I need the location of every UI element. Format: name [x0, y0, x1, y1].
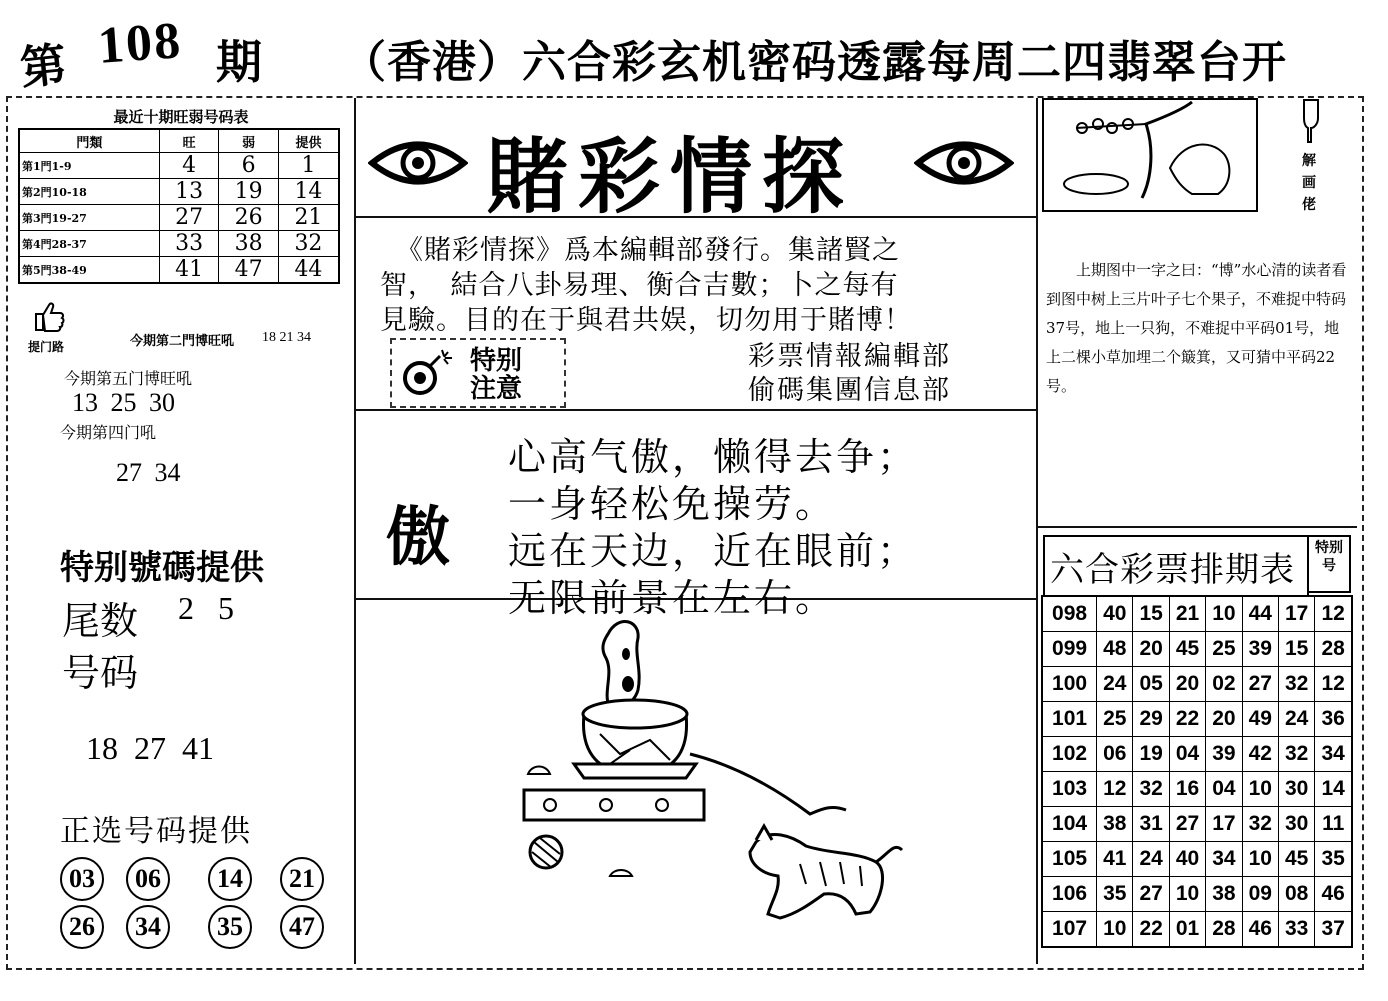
schedule-number-cell: 20: [1133, 632, 1169, 667]
issue-prefix: 第: [17, 36, 72, 96]
cell: 6: [219, 153, 279, 179]
schedule-number-cell: 17: [1206, 807, 1242, 842]
row-label: 第1門1-9: [19, 153, 159, 179]
col-header: 旺: [159, 129, 219, 153]
schedule-number-cell: 10: [1242, 842, 1278, 877]
schedule-number-cell: 34: [1206, 842, 1242, 877]
table-row: [19, 231, 339, 257]
cell: 19: [219, 179, 279, 205]
riddle-illustration: [510, 614, 910, 934]
schedule-number-cell: 10: [1206, 596, 1242, 632]
schedule-number-cell: 32: [1242, 807, 1278, 842]
table-header-row: [19, 129, 339, 153]
dept1: 彩票情報編輯部: [748, 341, 951, 372]
schedule-number-cell: 05: [1133, 667, 1169, 702]
ball-drawing: [530, 836, 562, 868]
divider-right: [1036, 98, 1038, 964]
tail-values: 2 5: [178, 590, 234, 626]
riddle-picture: [1042, 98, 1258, 212]
header: [17, 8, 1370, 96]
schedule-table: [1041, 595, 1353, 948]
schedule-number-cell: 24: [1097, 667, 1133, 702]
positive-number: 26: [60, 905, 104, 949]
schedule-number-cell: 15: [1278, 632, 1314, 667]
schedule-issue-cell: 103: [1042, 772, 1097, 807]
side-label: 解画佬: [1302, 153, 1316, 213]
schedule-number-cell: 14: [1315, 772, 1352, 807]
poem-char: 傲: [386, 500, 450, 575]
notice-line2: 注意: [470, 374, 523, 404]
schedule-number-cell: 38: [1097, 807, 1133, 842]
divider-riddle: [1037, 526, 1357, 528]
row-label: 第3門19-27: [19, 205, 159, 231]
schedule-row: [1042, 667, 1352, 702]
rock-in-bowl-drawing: [524, 622, 846, 820]
schedule-number-cell: 41: [1097, 842, 1133, 877]
schedule-number-cell: 20: [1206, 702, 1242, 737]
row-label: 第5門38-49: [19, 257, 159, 284]
special-number-label: 特别号: [1307, 535, 1351, 593]
schedule-number-cell: 27: [1169, 807, 1205, 842]
positive-heading: 正选号码提供: [60, 814, 252, 849]
schedule-number-cell: 32: [1133, 772, 1169, 807]
cell: 47: [219, 257, 279, 284]
schedule-number-cell: 10: [1242, 772, 1278, 807]
cell: 21: [278, 205, 339, 231]
recent-table-title: 最近十期旺弱号码表: [113, 108, 249, 126]
schedule-number-cell: 31: [1133, 807, 1169, 842]
schedule-number-cell: 44: [1242, 596, 1278, 632]
cell: 33: [159, 231, 219, 257]
schedule-number-cell: 27: [1133, 877, 1169, 912]
schedule-issue-cell: 102: [1042, 737, 1097, 772]
schedule-number-cell: 45: [1169, 632, 1205, 667]
col-header: 弱: [219, 129, 279, 153]
schedule-number-cell: 15: [1133, 596, 1169, 632]
cell: 38: [219, 231, 279, 257]
number-label: 号码: [62, 651, 139, 695]
eye-icon: [914, 132, 1014, 194]
table-row: [19, 257, 339, 284]
schedule-number-cell: 48: [1097, 632, 1133, 667]
schedule-number-cell: 29: [1133, 702, 1169, 737]
table-row: [19, 153, 339, 179]
poem-line: 一身轻松免操劳。: [508, 482, 837, 526]
schedule-number-cell: 17: [1278, 596, 1314, 632]
schedule-number-cell: 42: [1242, 737, 1278, 772]
schedule-number-cell: 46: [1315, 877, 1352, 912]
schedule-number-cell: 49: [1242, 702, 1278, 737]
schedule-number-cell: 10: [1169, 877, 1205, 912]
intro-line1: 《賭彩情探》爲本編輯部發行。集諸賢之: [396, 235, 900, 266]
dept2: 偷碼集團信息部: [748, 375, 951, 406]
table-row: [19, 179, 339, 205]
schedule-issue-cell: 098: [1042, 596, 1097, 632]
cell: 13: [159, 179, 219, 205]
positive-number: 34: [126, 905, 170, 949]
poem-line: 远在天边，近在眼前；: [508, 529, 919, 573]
schedule-number-cell: 36: [1315, 702, 1352, 737]
cell: 1: [278, 153, 339, 179]
schedule-number-cell: 28: [1206, 912, 1242, 948]
schedule-issue-cell: 099: [1042, 632, 1097, 667]
masthead-title: 賭彩情探: [486, 129, 855, 225]
poem-line: 心高气傲，懒得去争；: [508, 435, 919, 479]
schedule-number-cell: 16: [1169, 772, 1205, 807]
schedule-number-cell: 32: [1278, 667, 1314, 702]
schedule-number-cell: 12: [1097, 772, 1133, 807]
cell: 32: [278, 231, 339, 257]
schedule-row: [1042, 596, 1352, 632]
schedule-number-cell: 38: [1206, 877, 1242, 912]
schedule-number-cell: 30: [1278, 772, 1314, 807]
basket-drawing: [1064, 174, 1128, 194]
schedule-number-cell: 02: [1206, 667, 1242, 702]
issue-number: 108: [96, 12, 184, 75]
positive-number: 35: [208, 905, 252, 949]
schedule-number-cell: 28: [1315, 632, 1352, 667]
schedule-issue-cell: 106: [1042, 877, 1097, 912]
schedule-row: [1042, 737, 1352, 772]
schedule-row: [1042, 842, 1352, 877]
recent-numbers-table: [18, 128, 340, 284]
schedule-number-cell: 35: [1097, 877, 1133, 912]
schedule-number-cell: 39: [1206, 737, 1242, 772]
door4-label: 今期第四门吼: [60, 423, 157, 442]
schedule-number-cell: 22: [1133, 912, 1169, 948]
schedule-number-cell: 37: [1315, 912, 1352, 948]
poem-line: 无限前景在左右。: [508, 576, 837, 620]
dog-drawing: [750, 826, 902, 918]
cell: 26: [219, 205, 279, 231]
pointing-hand-icon: [1296, 98, 1326, 144]
schedule-number-cell: 39: [1242, 632, 1278, 667]
tail-label: 尾数: [62, 599, 139, 643]
schedule-number-cell: 40: [1169, 842, 1205, 877]
positive-number: 21: [280, 857, 324, 901]
schedule-row: [1042, 702, 1352, 737]
positive-number: 03: [60, 857, 104, 901]
tips-label: 提门路: [28, 340, 65, 354]
schedule-number-cell: 25: [1097, 702, 1133, 737]
schedule-number-cell: 11: [1315, 807, 1352, 842]
schedule-number-cell: 35: [1315, 842, 1352, 877]
issue-suffix: 期: [216, 35, 264, 89]
schedule-issue-cell: 107: [1042, 912, 1097, 948]
positive-number: 06: [126, 857, 170, 901]
door5-numbers: 13 25 30: [72, 388, 175, 417]
intro-line3: 見驗。目的在于與君共娱，切勿用于賭博！: [380, 305, 912, 336]
schedule-number-cell: 33: [1278, 912, 1314, 948]
cell: 41: [159, 257, 219, 284]
schedule-number-cell: 34: [1315, 737, 1352, 772]
schedule-number-cell: 45: [1278, 842, 1314, 877]
notice-line1: 特别: [470, 346, 523, 376]
schedule-number-cell: 12: [1315, 667, 1352, 702]
schedule-number-cell: 04: [1206, 772, 1242, 807]
schedule-title: 六合彩票排期表: [1050, 550, 1295, 590]
schedule-number-cell: 24: [1278, 702, 1314, 737]
row-label: 第4門28-37: [19, 231, 159, 257]
col-header: 提供: [278, 129, 339, 153]
schedule-number-cell: 30: [1278, 807, 1314, 842]
door4-numbers: 27 34: [116, 458, 181, 487]
schedule-number-cell: 32: [1278, 737, 1314, 772]
schedule-number-cell: 09: [1242, 877, 1278, 912]
schedule-number-cell: 24: [1133, 842, 1169, 877]
schedule-issue-cell: 101: [1042, 702, 1097, 737]
schedule-number-cell: 40: [1097, 596, 1133, 632]
special-numbers: 18 27 41: [86, 730, 214, 766]
schedule-row: [1042, 877, 1352, 912]
schedule-issue-cell: 105: [1042, 842, 1097, 877]
divider-intro: [355, 409, 1036, 411]
col-header: 門類: [19, 129, 159, 153]
cell: 27: [159, 205, 219, 231]
positive-number: 14: [208, 857, 252, 901]
cell: 44: [278, 257, 339, 284]
schedule-issue-cell: 100: [1042, 667, 1097, 702]
schedule-number-cell: 04: [1169, 737, 1205, 772]
intro-line2: 智， 結合八卦易理、衡合吉數；卜之每有: [380, 270, 899, 301]
special-heading: 特别號碼提供: [60, 548, 264, 588]
door5-label: 今期第五门博旺吼: [64, 369, 193, 388]
riddle-text: 上期图中一字之曰：“博”水心清的读者看到图中树上三片叶子七个果子，不难捉中特码37号，地上一只狗，不难捉中平码01号，地上二棵小草加埋二个簸箕，又可猜中平码22号。: [1046, 261, 1347, 395]
positive-number: 47: [280, 905, 324, 949]
row-label: 第2門10-18: [19, 179, 159, 205]
schedule-number-cell: 27: [1242, 667, 1278, 702]
schedule-number-cell: 25: [1206, 632, 1242, 667]
cell: 14: [278, 179, 339, 205]
schedule-number-cell: 01: [1169, 912, 1205, 948]
schedule-number-cell: 19: [1133, 737, 1169, 772]
cell: 4: [159, 153, 219, 179]
page-title: （香港）六合彩玄机密码透露每周二四翡翠台开: [342, 37, 1287, 88]
eye-icon: [368, 132, 468, 194]
door2-label: 今期第二門博旺吼: [130, 334, 235, 349]
schedule-number-cell: 21: [1169, 596, 1205, 632]
door2-numbers: 18 21 34: [262, 330, 311, 345]
schedule-number-cell: 12: [1315, 596, 1352, 632]
schedule-number-cell: 06: [1097, 737, 1133, 772]
schedule-row: [1042, 807, 1352, 842]
poem: [508, 434, 918, 622]
schedule-number-cell: 20: [1169, 667, 1205, 702]
table-row: [19, 205, 339, 231]
divider-left: [354, 98, 356, 964]
schedule-row: [1042, 632, 1352, 667]
schedule-number-cell: 22: [1169, 702, 1205, 737]
thumbs-up-icon: [30, 298, 66, 334]
bomb-icon: [400, 348, 456, 398]
schedule-number-cell: 08: [1278, 877, 1314, 912]
schedule-issue-cell: 104: [1042, 807, 1097, 842]
ingot-drawing: [610, 870, 632, 876]
schedule-number-cell: 46: [1242, 912, 1278, 948]
schedule-row: [1042, 912, 1352, 948]
schedule-row: [1042, 772, 1352, 807]
schedule-number-cell: 10: [1097, 912, 1133, 948]
